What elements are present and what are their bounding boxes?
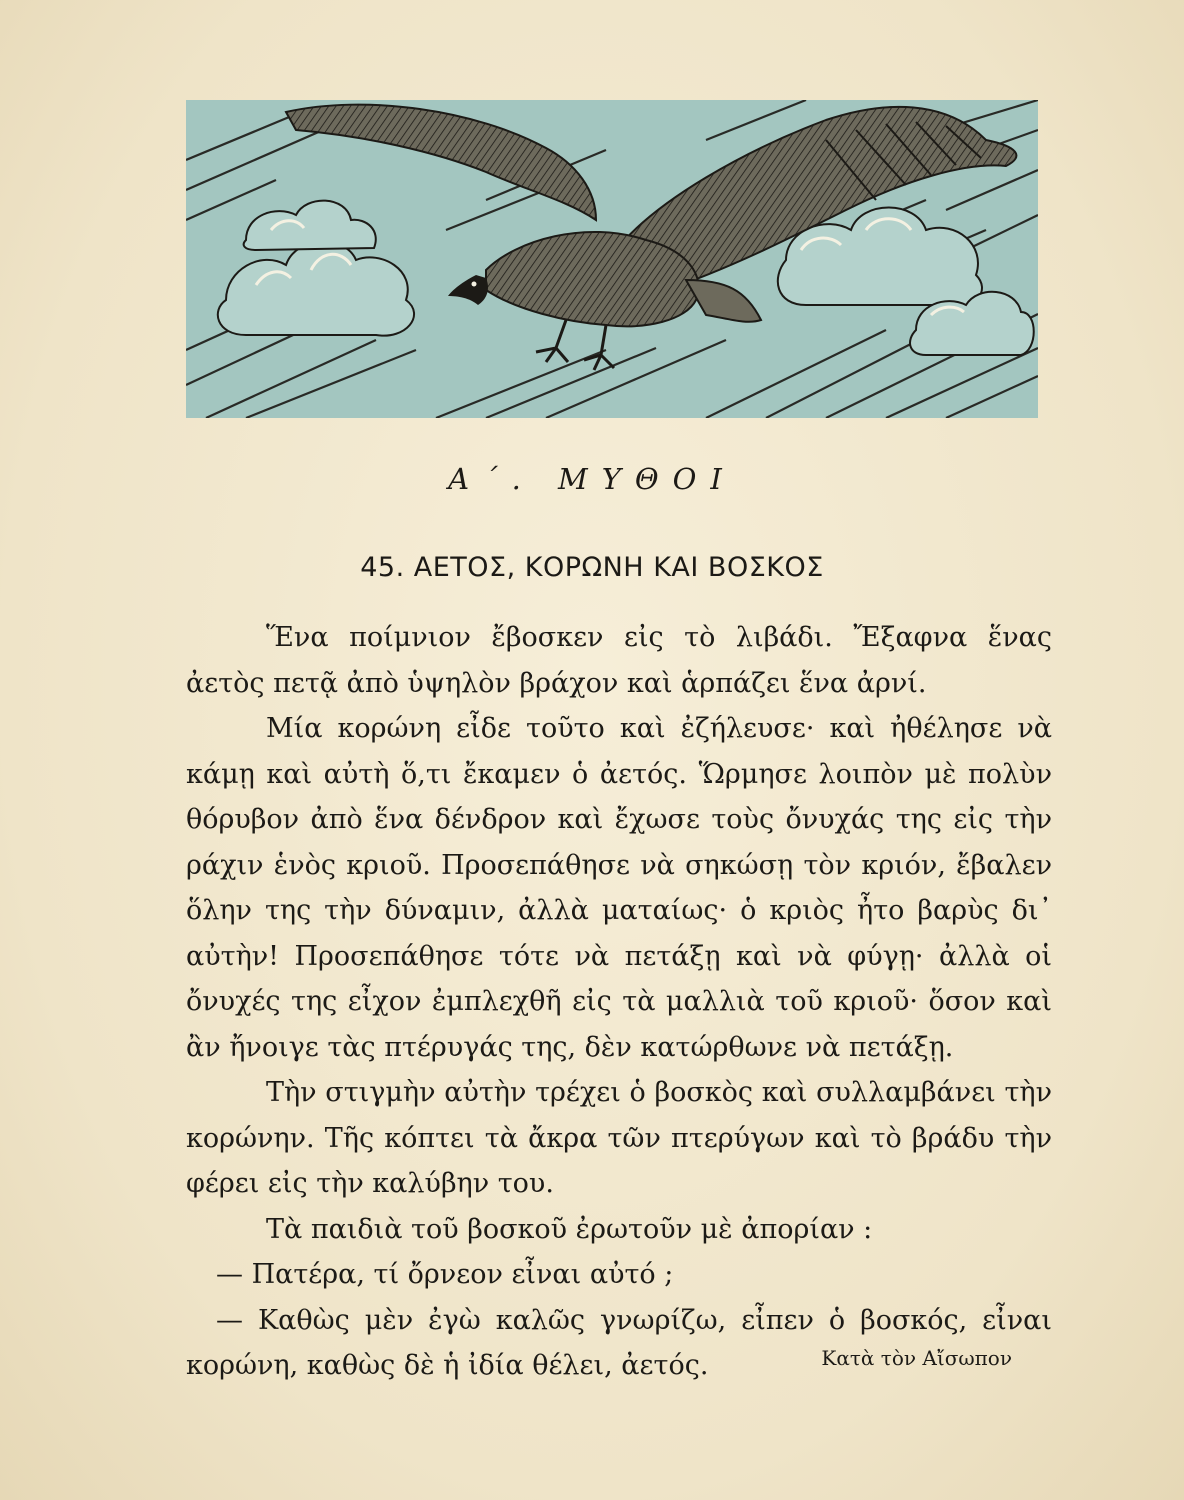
story-paragraph: Ἕνα ποίμνιον ἔβοσκεν εἰς τὸ λιβάδι. Ἔξαφνα ἕνας ἀετὸς πετᾷ ἀπὸ ὑψηλὸν βράχον καὶ ἁρπάζει ἕνα ἀρνί. bbox=[186, 622, 1052, 699]
dialogue-line: — Πατέρα, τί ὄρνεον εἶναι αὐτό ; bbox=[216, 1259, 674, 1290]
eagle-icon bbox=[186, 100, 1038, 418]
section-title: Α΄. ΜΥΘΟΙ bbox=[448, 462, 736, 496]
story-paragraph: Τὴν στιγμὴν αὐτὴν τρέχει ὁ βοσκὸς καὶ συλλαμβάνει τὴν κορώνην. Τῆς κόπτει τὰ ἄκρα τῶν πτερύγων καὶ τὸ βράδυ τὴν φέρει εἰς τὴν καλύβην του. bbox=[186, 1077, 1052, 1199]
dialogue-line: — Καθὼς μὲν ἐγὼ καλῶς γνωρίζω, εἶπεν ὁ βοσκός, εἶναι κορώνη, καθὼς δὲ ἡ ἰδία θέλει, ἀετός. bbox=[186, 1304, 1052, 1381]
story-title: 45. ΑΕΤΟΣ, ΚΟΡΩΝΗ ΚΑΙ ΒΟΣΚΟΣ bbox=[360, 552, 824, 583]
story-paragraph: Τὰ παιδιὰ τοῦ βοσκοῦ ἐρωτοῦν μὲ ἀπορίαν : bbox=[266, 1213, 873, 1245]
attribution: Κατὰ τὸν Αἴσωπον bbox=[821, 1346, 1012, 1370]
story-body bbox=[186, 615, 1052, 1389]
story-paragraph: Μία κορώνη εἶδε τοῦτο καὶ ἐζήλευσε· καὶ ἠθέλησε νὰ κάμῃ καὶ αὐτὴ ὅ,τι ἔκαμεν ὁ ἀετός. Ὥρμησε λοιπὸν μὲ πολὺν θόρυβον ἀπὸ ἕνα δένδρον καὶ ἔχωσε τοὺς ὄνυχάς της εἰς τὴν ράχιν ἑνὸς κριοῦ. Προσεπάθησε νὰ σηκώσῃ τὸν κριόν, ἔβαλεν ὅλην της τὴν δύναμιν, ἀλλὰ ματαίως· ὁ κριὸς ἦτο βαρὺς δι᾿ αὐτὴν! Προσεπάθησε τότε νὰ πετάξῃ καὶ νὰ φύγῃ· ἀλλὰ οἱ ὄνυχές της εἶχον ἐμπλεχθῆ εἰς τὰ μαλλιὰ τοῦ κριοῦ· ὅσον καὶ ἂν ἤνοιγε τὰς πτέρυγάς της, δὲν κατώρθωνε νὰ πετάξῃ. bbox=[186, 713, 1052, 1063]
eagle-illustration bbox=[186, 100, 1038, 418]
